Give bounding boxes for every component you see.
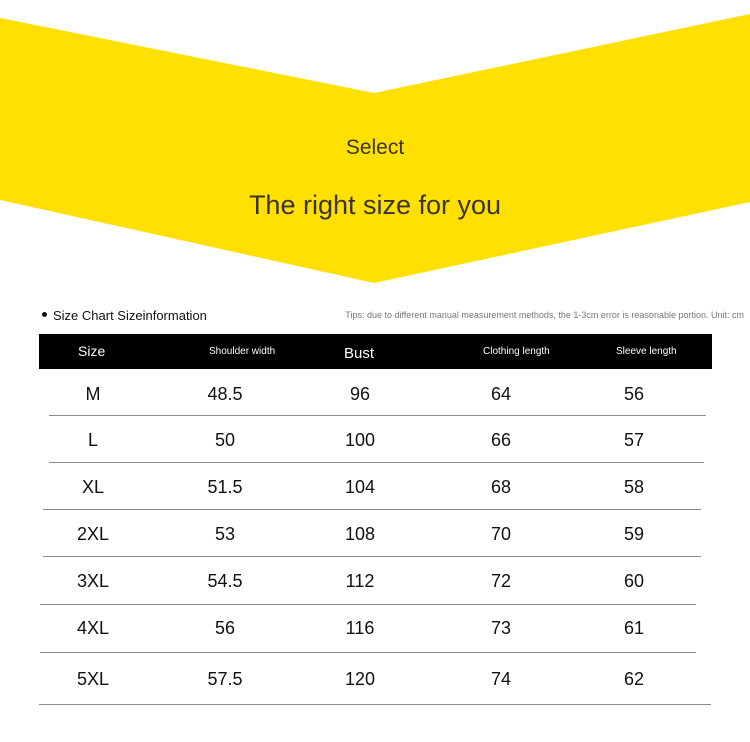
row-divider [43, 556, 701, 557]
cell-sleeve-length: 62 [623, 669, 645, 689]
cell-shoulder-width: 53 [214, 524, 236, 544]
cell-clothing-length: 64 [490, 384, 512, 404]
cell-bust: 104 [344, 477, 376, 497]
row-divider [49, 462, 704, 463]
cell-bust: 120 [344, 669, 376, 689]
header-bust: Bust [344, 345, 375, 362]
banner-headline: The right size for you [248, 190, 502, 220]
row-divider [49, 415, 706, 416]
banner [0, 0, 750, 290]
cell-size: 3XL [76, 571, 110, 591]
banner-select-word: Select [345, 136, 405, 159]
header-shoulder-width: Shoulder width [209, 346, 276, 357]
cell-bust: 116 [345, 618, 375, 638]
cell-shoulder-width: 56 [214, 618, 236, 638]
cell-shoulder-width: 51.5 [207, 477, 243, 497]
cell-bust: 112 [345, 571, 375, 591]
cell-clothing-length: 72 [490, 571, 512, 591]
cell-size: XL [81, 477, 105, 497]
row-divider [40, 604, 696, 605]
cell-shoulder-width: 54.5 [207, 571, 243, 591]
cell-sleeve-length: 59 [623, 524, 645, 544]
cell-sleeve-length: 57 [623, 430, 645, 450]
cell-clothing-length: 68 [490, 477, 512, 497]
header-size: Size [78, 343, 106, 359]
cell-bust: 100 [344, 430, 376, 450]
table-row [0, 425, 750, 455]
table-header [39, 334, 712, 369]
table-row [0, 379, 750, 409]
cell-clothing-length: 66 [490, 430, 512, 450]
cell-bust: 96 [349, 384, 371, 404]
cell-sleeve-length: 58 [623, 477, 645, 497]
cell-shoulder-width: 50 [214, 430, 236, 450]
row-divider [39, 704, 711, 705]
cell-clothing-length: 70 [490, 524, 512, 544]
table-row [0, 472, 750, 502]
table-row [0, 566, 750, 596]
cell-sleeve-length: 61 [623, 618, 645, 638]
row-divider [40, 652, 696, 653]
cell-size: 4XL [76, 618, 110, 638]
cell-clothing-length: 74 [490, 669, 512, 689]
header-clothing-length: Clothing length [483, 346, 550, 357]
size-chart-label-text: Size Chart Sizeinformation [53, 308, 207, 323]
cell-sleeve-length: 56 [623, 384, 645, 404]
cell-size: 2XL [76, 524, 110, 544]
table-row [0, 519, 750, 549]
table-row [0, 664, 750, 694]
row-divider [43, 509, 701, 510]
cell-shoulder-width: 57.5 [207, 669, 243, 689]
header-sleeve-length: Sleeve length [616, 346, 677, 357]
measurement-tips: Tips: due to different manual measurement methods, the 1-3cm error is reasonable portion. Unit: cm [345, 310, 744, 320]
cell-size: M [85, 384, 101, 404]
table-row [0, 613, 750, 643]
cell-bust: 108 [344, 524, 376, 544]
bullet-icon [42, 312, 47, 317]
cell-size: L [87, 430, 98, 450]
cell-shoulder-width: 48.5 [207, 384, 243, 404]
cell-size: 5XL [76, 669, 110, 689]
size-chart-label [42, 308, 207, 323]
cell-clothing-length: 73 [490, 618, 512, 638]
cell-sleeve-length: 60 [623, 571, 645, 591]
